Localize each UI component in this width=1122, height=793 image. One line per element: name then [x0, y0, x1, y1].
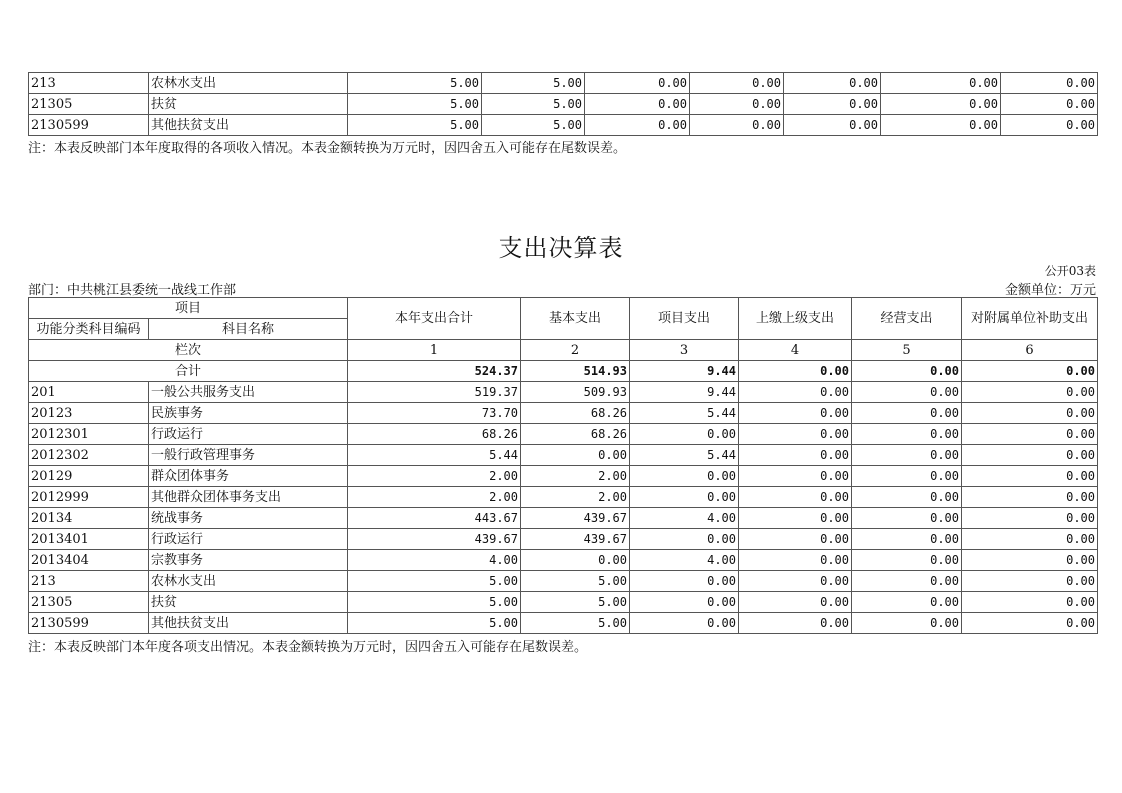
- amount-cell: 0.00: [521, 550, 630, 571]
- amount-cell: 0.00: [852, 592, 962, 613]
- header-code: 功能分类科目编码: [29, 319, 149, 340]
- amount-cell: 0.00: [690, 115, 784, 136]
- subject-code: 21305: [29, 94, 149, 115]
- header-col-remit: 上缴上级支出: [739, 298, 852, 340]
- amount-cell: 4.00: [630, 550, 739, 571]
- table-row: [29, 424, 1098, 445]
- table-row: [29, 508, 1098, 529]
- amount-cell: 0.00: [739, 592, 852, 613]
- row-label: 栏次: [29, 340, 348, 361]
- amount-cell: 0.00: [962, 466, 1098, 487]
- subject-name: 行政运行: [149, 529, 348, 550]
- subject-code: 20129: [29, 466, 149, 487]
- amount-cell: 73.70: [348, 403, 521, 424]
- amount-cell: 0.00: [852, 445, 962, 466]
- table-row: [29, 115, 1098, 136]
- header-col-project: 项目支出: [630, 298, 739, 340]
- amount-cell: 0.00: [739, 613, 852, 634]
- subject-name: 其他扶贫支出: [149, 613, 348, 634]
- table-row: [29, 445, 1098, 466]
- subject-name: 一般行政管理事务: [149, 445, 348, 466]
- amount-cell: 0.00: [852, 571, 962, 592]
- amount-cell: 0.00: [852, 508, 962, 529]
- amount-cell: 0.00: [852, 529, 962, 550]
- amount-cell: 0.00: [962, 487, 1098, 508]
- amount-cell: 5.44: [630, 403, 739, 424]
- amount-cell: 0.00: [739, 382, 852, 403]
- col-number: 1: [348, 340, 521, 361]
- amount-cell: 5.00: [348, 94, 482, 115]
- subject-code: 2012301: [29, 424, 149, 445]
- amount-cell: 0.00: [630, 571, 739, 592]
- column-number-row: [29, 340, 1098, 361]
- department-label: 部门：中共桃江县委统一战线工作部: [28, 283, 237, 298]
- subject-code: 21305: [29, 592, 149, 613]
- amount-cell: 0.00: [852, 424, 962, 445]
- page-title: 支出决算表: [498, 234, 624, 262]
- amount-cell: 509.93: [521, 382, 630, 403]
- subject-code: 2012302: [29, 445, 149, 466]
- amount-cell: 0.00: [962, 445, 1098, 466]
- table-row: [29, 550, 1098, 571]
- subject-name: 其他群众团体事务支出: [149, 487, 348, 508]
- subject-code: 2013401: [29, 529, 149, 550]
- expenditure-table-body: [29, 298, 1098, 634]
- amount-cell: 0.00: [630, 613, 739, 634]
- amount-cell: 0.00: [852, 403, 962, 424]
- table-row: [29, 73, 1098, 94]
- subject-code: 213: [29, 571, 149, 592]
- total-value: 0.00: [852, 361, 962, 382]
- amount-cell: 0.00: [585, 115, 690, 136]
- table-row: [29, 592, 1098, 613]
- amount-cell: 9.44: [630, 382, 739, 403]
- subject-name: 扶贫: [149, 94, 348, 115]
- amount-cell: 0.00: [784, 73, 881, 94]
- subject-name: 统战事务: [149, 508, 348, 529]
- table-row: [29, 466, 1098, 487]
- amount-cell: 0.00: [739, 508, 852, 529]
- income-table-continuation: [28, 72, 1098, 136]
- amount-cell: 4.00: [348, 550, 521, 571]
- amount-cell: 0.00: [585, 73, 690, 94]
- amount-cell: 2.00: [348, 487, 521, 508]
- subject-name: 扶贫: [149, 592, 348, 613]
- header-col-total: 本年支出合计: [348, 298, 521, 340]
- amount-cell: 0.00: [1001, 73, 1098, 94]
- subject-name: 农林水支出: [149, 73, 348, 94]
- subject-code: 2130599: [29, 613, 149, 634]
- amount-cell: 5.00: [521, 571, 630, 592]
- subject-code: 2012999: [29, 487, 149, 508]
- amount-cell: 5.00: [521, 613, 630, 634]
- total-value: 0.00: [739, 361, 852, 382]
- table-row: [29, 487, 1098, 508]
- header-col-basic: 基本支出: [521, 298, 630, 340]
- amount-cell: 5.44: [630, 445, 739, 466]
- amount-cell: 0.00: [881, 115, 1001, 136]
- header-col-business: 经营支出: [852, 298, 962, 340]
- amount-cell: 2.00: [521, 487, 630, 508]
- expenditure-table: [28, 297, 1098, 634]
- subject-name: 民族事务: [149, 403, 348, 424]
- total-value: 0.00: [962, 361, 1098, 382]
- amount-cell: 0.00: [962, 613, 1098, 634]
- amount-cell: 5.00: [348, 73, 482, 94]
- amount-cell: 5.00: [348, 592, 521, 613]
- amount-cell: 0.00: [690, 73, 784, 94]
- amount-cell: 0.00: [852, 550, 962, 571]
- amount-cell: 0.00: [852, 466, 962, 487]
- header-col-subsidy: 对附属单位补助支出: [962, 298, 1098, 340]
- amount-cell: 0.00: [630, 466, 739, 487]
- amount-cell: 0.00: [962, 382, 1098, 403]
- total-row: [29, 361, 1098, 382]
- amount-cell: 0.00: [962, 508, 1098, 529]
- amount-cell: 68.26: [521, 424, 630, 445]
- col-number: 5: [852, 340, 962, 361]
- amount-cell: 0.00: [784, 94, 881, 115]
- amount-unit-label: 金额单位：万元: [1004, 283, 1096, 298]
- amount-cell: 4.00: [630, 508, 739, 529]
- amount-cell: 0.00: [739, 571, 852, 592]
- amount-cell: 5.00: [521, 592, 630, 613]
- amount-cell: 5.00: [348, 115, 482, 136]
- amount-cell: 0.00: [739, 529, 852, 550]
- amount-cell: 5.00: [482, 94, 585, 115]
- subject-name: 一般公共服务支出: [149, 382, 348, 403]
- amount-cell: 0.00: [630, 487, 739, 508]
- amount-cell: 0.00: [962, 424, 1098, 445]
- col-number: 6: [962, 340, 1098, 361]
- amount-cell: 0.00: [962, 403, 1098, 424]
- col-number: 2: [521, 340, 630, 361]
- amount-cell: 0.00: [630, 592, 739, 613]
- amount-cell: 439.67: [521, 529, 630, 550]
- table-row: [29, 382, 1098, 403]
- amount-cell: 0.00: [739, 550, 852, 571]
- table-row: [29, 613, 1098, 634]
- amount-cell: 0.00: [739, 424, 852, 445]
- amount-cell: 0.00: [630, 529, 739, 550]
- amount-cell: 5.00: [348, 613, 521, 634]
- amount-cell: 5.00: [482, 115, 585, 136]
- subject-code: 2130599: [29, 115, 149, 136]
- subject-name: 其他扶贫支出: [149, 115, 348, 136]
- amount-cell: 0.00: [962, 550, 1098, 571]
- amount-cell: 443.67: [348, 508, 521, 529]
- amount-cell: 0.00: [1001, 115, 1098, 136]
- expenditure-table-note: 注：本表反映部门本年度各项支出情况。本表金额转换为万元时，因四舍五入可能存在尾数误差。: [28, 640, 588, 655]
- income-table-note: 注：本表反映部门本年度取得的各项收入情况。本表金额转换为万元时，因四舍五入可能存在尾数误差。: [28, 141, 627, 156]
- amount-cell: 5.00: [348, 571, 521, 592]
- table-row: [29, 571, 1098, 592]
- header-name: 科目名称: [149, 319, 348, 340]
- table-row: [29, 94, 1098, 115]
- amount-cell: 0.00: [739, 487, 852, 508]
- amount-cell: 0.00: [784, 115, 881, 136]
- amount-cell: 2.00: [348, 466, 521, 487]
- header-item: 项目: [29, 298, 348, 319]
- total-label: 合计: [29, 361, 348, 382]
- amount-cell: 0.00: [852, 613, 962, 634]
- amount-cell: 0.00: [690, 94, 784, 115]
- amount-cell: 439.67: [521, 508, 630, 529]
- col-number: 4: [739, 340, 852, 361]
- subject-code: 2013404: [29, 550, 149, 571]
- subject-name: 农林水支出: [149, 571, 348, 592]
- subject-code: 20134: [29, 508, 149, 529]
- total-value: 514.93: [521, 361, 630, 382]
- table-row: [29, 529, 1098, 550]
- col-number: 3: [630, 340, 739, 361]
- amount-cell: 0.00: [852, 487, 962, 508]
- amount-cell: 5.00: [482, 73, 585, 94]
- amount-cell: 0.00: [881, 94, 1001, 115]
- total-value: 9.44: [630, 361, 739, 382]
- amount-cell: 0.00: [881, 73, 1001, 94]
- amount-cell: 0.00: [962, 571, 1098, 592]
- amount-cell: 0.00: [585, 94, 690, 115]
- subject-code: 201: [29, 382, 149, 403]
- amount-cell: 68.26: [521, 403, 630, 424]
- amount-cell: 0.00: [739, 403, 852, 424]
- amount-cell: 439.67: [348, 529, 521, 550]
- amount-cell: 0.00: [630, 424, 739, 445]
- amount-cell: 0.00: [739, 445, 852, 466]
- header-row-1: [29, 298, 1098, 319]
- subject-code: 20123: [29, 403, 149, 424]
- subject-name: 宗教事务: [149, 550, 348, 571]
- amount-cell: 0.00: [1001, 94, 1098, 115]
- amount-cell: 0.00: [521, 445, 630, 466]
- amount-cell: 0.00: [739, 466, 852, 487]
- amount-cell: 0.00: [962, 592, 1098, 613]
- table-number: 公开03表: [1044, 264, 1096, 278]
- amount-cell: 519.37: [348, 382, 521, 403]
- income-table-body: [29, 73, 1098, 136]
- amount-cell: 68.26: [348, 424, 521, 445]
- total-value: 524.37: [348, 361, 521, 382]
- amount-cell: 0.00: [962, 529, 1098, 550]
- subject-code: 213: [29, 73, 149, 94]
- table-row: [29, 403, 1098, 424]
- amount-cell: 2.00: [521, 466, 630, 487]
- amount-cell: 0.00: [852, 382, 962, 403]
- amount-cell: 5.44: [348, 445, 521, 466]
- subject-name: 行政运行: [149, 424, 348, 445]
- subject-name: 群众团体事务: [149, 466, 348, 487]
